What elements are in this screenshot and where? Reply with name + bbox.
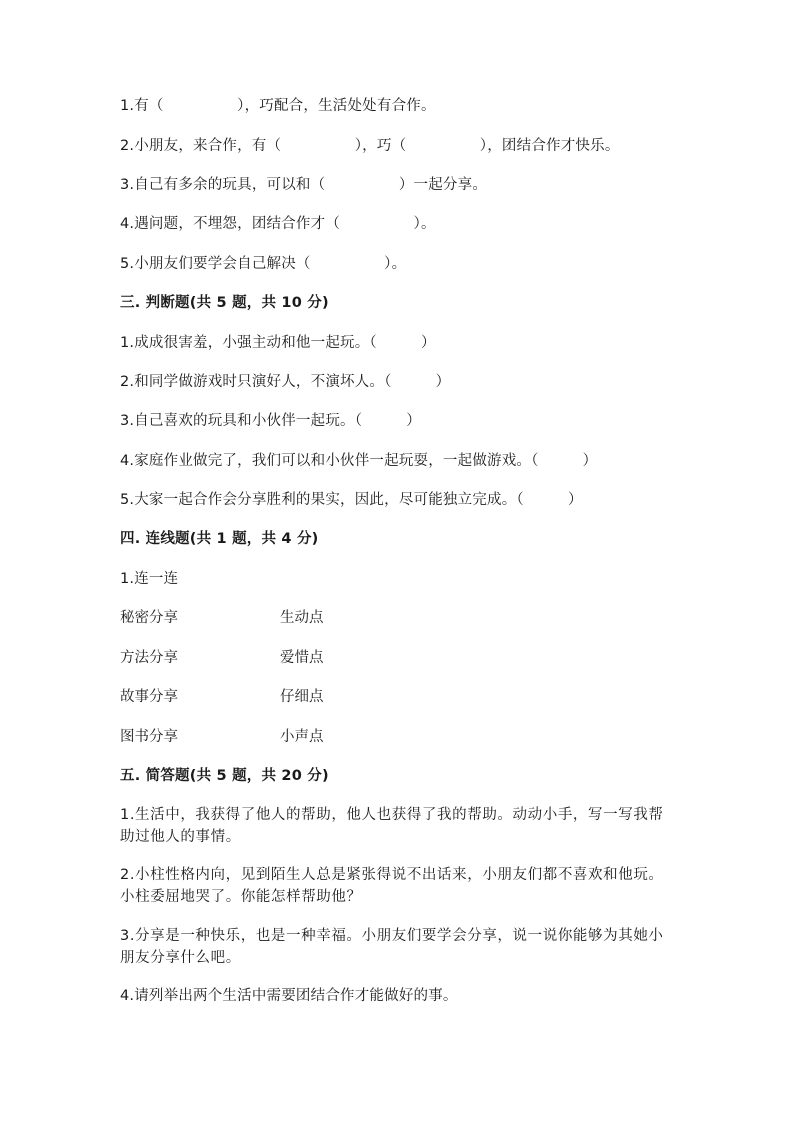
matching-left-item-1: 秘密分享 [120, 610, 178, 626]
fill-in-question-4: 4.遇问题，不埋怨，团结合作才（ ）。 [120, 216, 436, 232]
matching-right-item-1: 生动点 [280, 610, 324, 626]
true-false-question-3: 3.自己喜欢的玩具和小伙伴一起玩。（ ） [120, 413, 421, 429]
fill-in-question-1: 1.有（ ），巧配合，生活处处有合作。 [120, 98, 436, 114]
section-4-heading: 四. 连线题(共 1 题，共 4 分) [120, 531, 319, 547]
fill-in-question-5: 5.小朋友们要学会自己解决（ ）。 [120, 256, 407, 272]
section-3-heading: 三. 判断题(共 5 题，共 10 分) [120, 295, 329, 311]
matching-left-item-2: 方法分享 [120, 650, 178, 666]
matching-right-item-3: 仔细点 [280, 689, 324, 705]
short-answer-question-1: 1.生活中，我获得了他人的帮助，他人也获得了我的帮助。动动小手，写一写我帮助过他人的事情。 [120, 807, 664, 845]
matching-left-item-3: 故事分享 [120, 689, 178, 705]
true-false-question-4: 4.家庭作业做完了，我们可以和小伙伴一起玩耍，一起做游戏。（ ） [120, 453, 598, 469]
short-answer-question-3: 3.分享是一种快乐，也是一种幸福。小朋友们要学会分享，说一说你能够为其她小朋友分享什么吧。 [120, 928, 664, 966]
matching-left-item-4: 图书分享 [120, 729, 178, 745]
true-false-question-2: 2.和同学做游戏时只演好人，不演坏人。（ ） [120, 374, 451, 390]
matching-right-item-2: 爱惜点 [280, 650, 324, 666]
matching-right-item-4: 小声点 [280, 729, 324, 745]
section-5-heading: 五. 简答题(共 5 题，共 20 分) [120, 768, 329, 784]
fill-in-question-2: 2.小朋友，来合作，有（ ），巧（ ），团结合作才快乐。 [120, 138, 620, 154]
fill-in-question-3: 3.自己有多余的玩具，可以和（ ）一起分享。 [120, 177, 488, 193]
true-false-question-1: 1.成成很害羞，小强主动和他一起玩。（ ） [120, 335, 436, 351]
matching-question: 1.连一连 [120, 571, 179, 587]
short-answer-question-4: 4.请列举出两个生活中需要团结合作才能做好的事。 [120, 988, 458, 1004]
true-false-question-5: 5.大家一起合作会分享胜利的果实，因此，尽可能独立完成。（ ） [120, 492, 583, 508]
short-answer-question-2: 2.小柱性格内向，见到陌生人总是紧张得说不出话来，小朋友们都不喜欢和他玩。小柱委屈地哭了。你能怎样帮助他？ [120, 867, 664, 905]
